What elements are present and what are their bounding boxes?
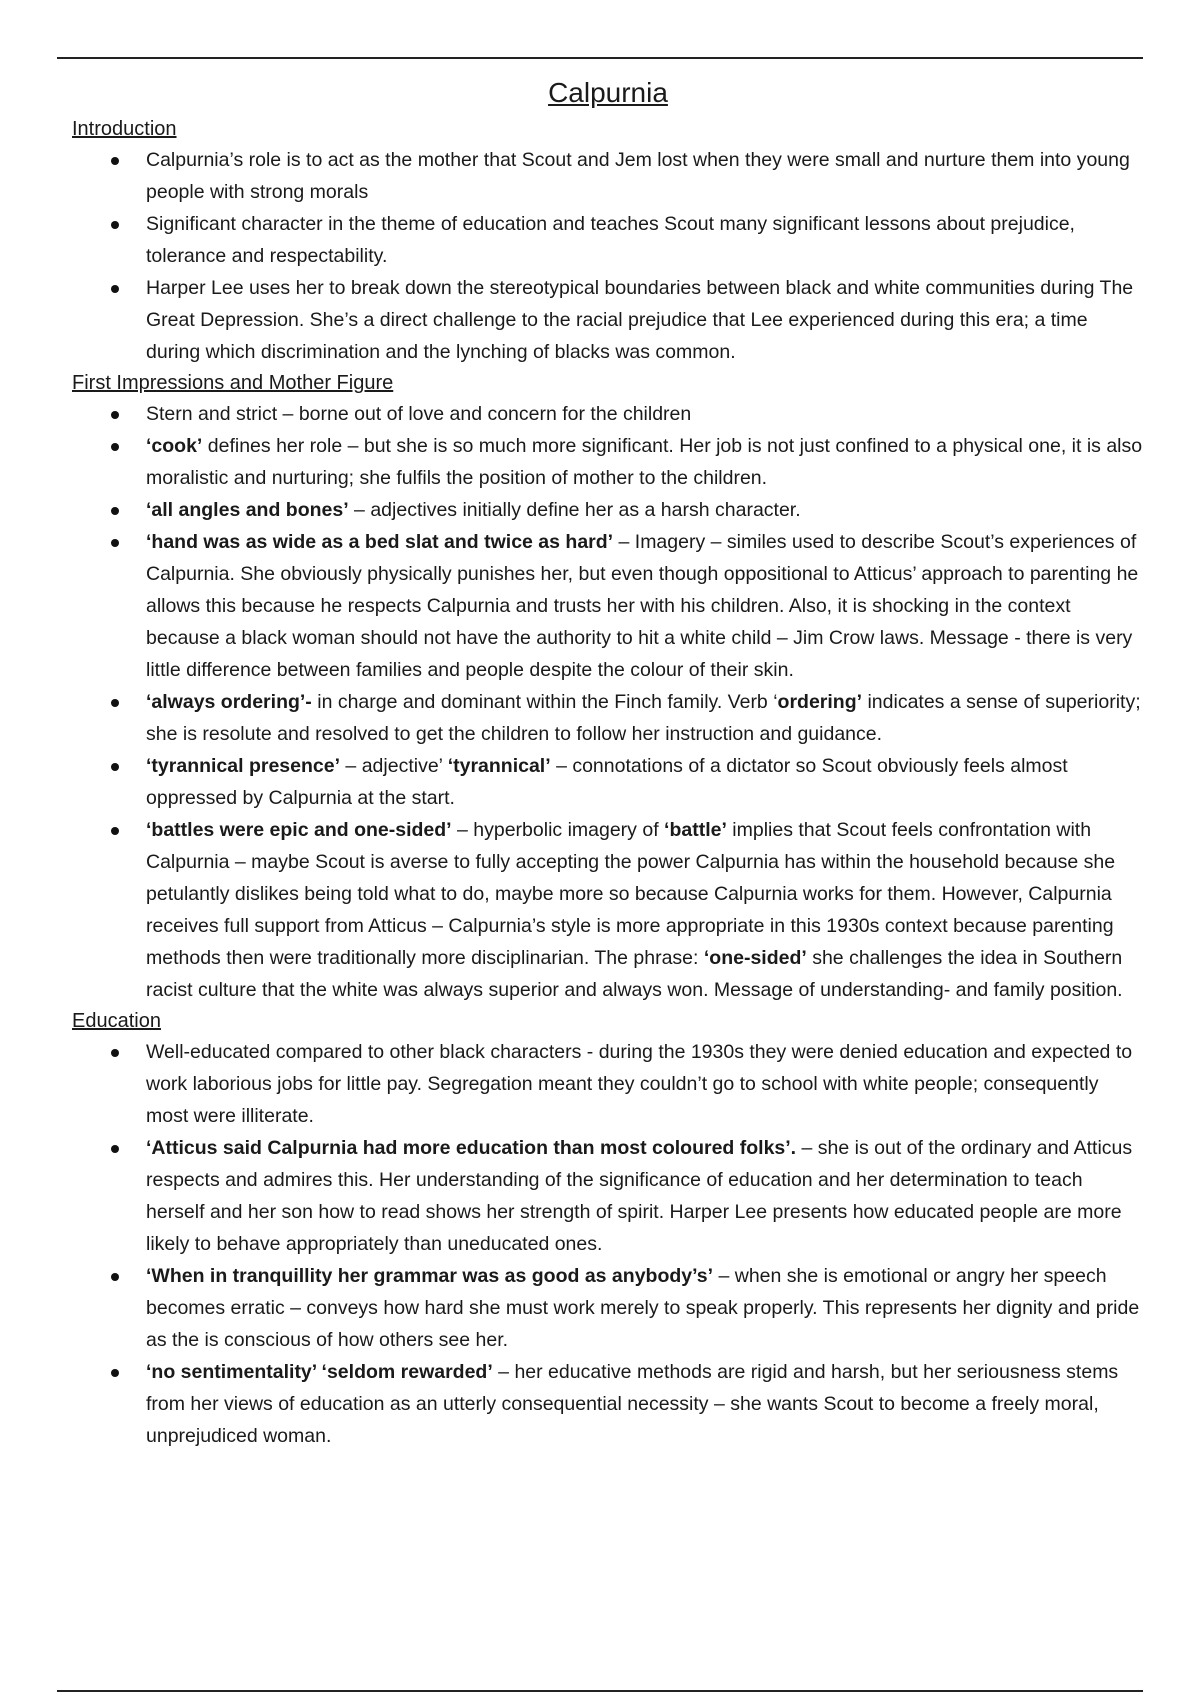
quote-text: ordering’ <box>777 691 863 713</box>
bullet-list <box>72 144 1144 368</box>
bullet-icon <box>111 1145 119 1153</box>
bullet-icon <box>111 539 119 547</box>
list-item <box>72 1036 1144 1132</box>
body-text: she challenges the idea in Southern racist culture that the white was always superior and always won. Message of understanding- and family position. <box>146 947 1123 1001</box>
bullet-icon <box>111 221 119 229</box>
quote-text: ‘battles were epic and one-sided’ <box>146 819 452 841</box>
bullet-icon <box>111 157 119 165</box>
quote-text: ‘tyrannical presence’ <box>146 755 341 777</box>
bullet-list <box>72 398 1144 1006</box>
list-item <box>72 686 1144 750</box>
bullet-icon <box>111 1049 119 1057</box>
document-title: Calpurnia <box>548 77 668 108</box>
body-text: – her educative methods are rigid and harsh, but her seriousness stems from her views of education as an utterly consequential necessity – she wants Scout to become a freely moral, unprejudiced woman. <box>146 1361 1119 1447</box>
top-rule <box>57 57 1143 59</box>
quote-text: ‘battle’ <box>664 819 727 841</box>
bullet-icon <box>111 507 119 515</box>
bullet-icon <box>111 763 119 771</box>
list-item <box>72 494 1144 526</box>
body-text: Significant character in the theme of education and teaches Scout many significant lessons about prejudice, tolerance and respectability. <box>146 213 1075 267</box>
bullet-icon <box>111 1369 119 1377</box>
body-text: Well-educated compared to other black characters - during the 1930s they were denied education and expected to work laborious jobs for little pay. Segregation meant they couldn’t go to school with white people; consequently most were illiterate. <box>146 1041 1133 1127</box>
list-item <box>72 814 1144 1006</box>
body-text: – connotations of a dictator so Scout obviously feels almost oppressed by Calpurnia at the start. <box>146 755 1068 809</box>
body-text: – adjective’ <box>340 755 448 777</box>
body-text: Harper Lee uses her to break down the stereotypical boundaries between black and white communities during The Great Depression. She’s a direct challenge to the racial prejudice that Lee experienced during this era; a time during which discrimination and the lynching of blacks was common. <box>146 277 1134 363</box>
list-item <box>72 144 1144 208</box>
body-text: Stern and strict – borne out of love and concern for the children <box>146 403 692 425</box>
body-text: Calpurnia’s role is to act as the mother that Scout and Jem lost when they were small and nurture them into young people with strong morals <box>146 149 1130 203</box>
body-text: defines her role – but she is so much more significant. Her job is not just confined to a physical one, it is also moralistic and nurturing; she fulfils the position of mother to the children. <box>146 435 1143 489</box>
bullet-icon <box>111 411 119 419</box>
list-item <box>72 1132 1144 1260</box>
document-page <box>72 76 1144 1452</box>
bullet-icon <box>111 1273 119 1281</box>
list-item <box>72 208 1144 272</box>
list-item <box>72 398 1144 430</box>
section-heading: Education <box>72 1010 161 1032</box>
quote-text: ‘When in tranquillity her grammar was as good as anybody’s’ <box>146 1265 714 1287</box>
quote-text: ‘Atticus said Calpurnia had more education than most coloured folks’. <box>146 1137 797 1159</box>
body-text: – when she is emotional or angry her speech becomes erratic – conveys how hard she must work merely to speak properly. This represents her dignity and pride as the is conscious of how others see her. <box>146 1265 1140 1351</box>
section-heading: First Impressions and Mother Figure <box>72 372 394 394</box>
body-text: indicates a sense of superiority; she is resolute and resolved to get the children to follow her instruction and guidance. <box>146 691 1141 745</box>
body-text: – Imagery – similes used to describe Scout’s experiences of Calpurnia. She obviously physically punishes her, but even though oppositional to Atticus’ approach to parenting he allows this because he respects Calpurnia and trusts her with his children. Also, it is shocking in the context because a black woman should not have the authority to hit a white child – Jim Crow laws. Message - there is very little difference between families and people despite the colour of their skin. <box>146 531 1139 681</box>
quote-text: ‘one-sided’ <box>703 947 807 969</box>
document-body <box>72 114 1144 1452</box>
list-item <box>72 272 1144 368</box>
section-heading: Introduction <box>72 118 177 140</box>
list-item <box>72 430 1144 494</box>
bottom-rule <box>57 1690 1143 1692</box>
quote-text: ‘no sentimentality’ ‘seldom rewarded’ <box>146 1361 493 1383</box>
list-item <box>72 1260 1144 1356</box>
quote-text: ‘always ordering’- <box>146 691 312 713</box>
body-text: – adjectives initially define her as a harsh character. <box>348 499 801 521</box>
bullet-icon <box>111 827 119 835</box>
body-text: – she is out of the ordinary and Atticus respects and admires this. Her understanding of the significance of education and her determination to teach herself and her son how to read shows her strength of spirit. Harper Lee presents how educated people are more likely to behave appropriately than uneducated ones. <box>146 1137 1133 1255</box>
quote-text: ‘all angles and bones’ <box>146 499 349 521</box>
body-text: – hyperbolic imagery of <box>451 819 665 841</box>
list-item <box>72 1356 1144 1452</box>
bullet-list <box>72 1036 1144 1452</box>
quote-text: ‘tyrannical’ <box>447 755 551 777</box>
list-item <box>72 750 1144 814</box>
quote-text: ‘cook’ <box>146 435 203 457</box>
quote-text: ‘hand was as wide as a bed slat and twice as hard’ <box>146 531 614 553</box>
body-text: in charge and dominant within the Finch family. Verb ‘ <box>311 691 778 713</box>
bullet-icon <box>111 443 119 451</box>
bullet-icon <box>111 699 119 707</box>
bullet-icon <box>111 285 119 293</box>
list-item <box>72 526 1144 686</box>
body-text: implies that Scout feels confrontation with Calpurnia – maybe Scout is averse to fully accepting the power Calpurnia has within the household because she petulantly dislikes being told what to do, maybe more so because Calpurnia works for them. However, Calpurnia receives full support from Atticus – Calpurnia’s style is more appropriate in this 1930s context because parenting methods then were traditionally more disciplinarian. The phrase: <box>146 819 1116 969</box>
